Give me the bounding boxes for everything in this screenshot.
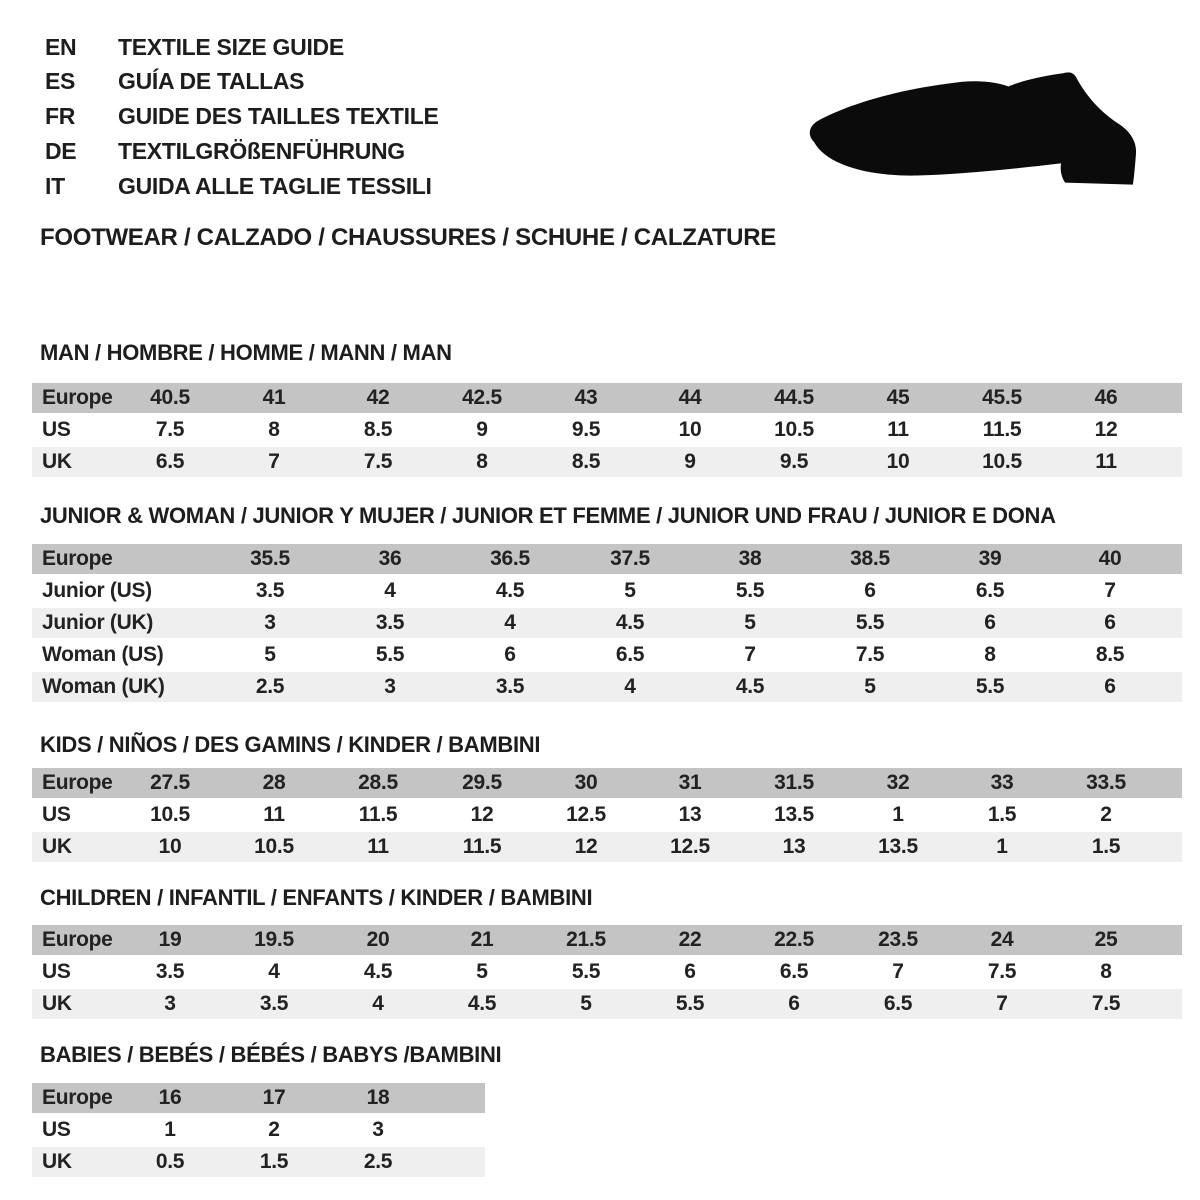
size-cell: 4 xyxy=(384,579,396,602)
size-table xyxy=(32,381,1182,479)
size-cell: 12 xyxy=(534,832,638,862)
size-cell: 40.5 xyxy=(118,383,222,413)
row-label: Junior (US) xyxy=(42,579,152,602)
dress-shoe-icon xyxy=(806,70,1140,194)
size-cell: 3 xyxy=(118,989,222,1019)
size-table-kids xyxy=(32,766,1182,864)
size-table xyxy=(32,542,1182,704)
size-cell: 6.5 xyxy=(846,989,950,1019)
size-cell: 4.5 xyxy=(430,989,534,1019)
size-table xyxy=(32,923,1182,1021)
size-cell: 1.5 xyxy=(987,803,1017,826)
lang-row-en xyxy=(45,34,344,60)
size-cell: 31.5 xyxy=(742,768,846,798)
size-cell: 7.5 xyxy=(855,643,885,666)
size-cell: 10.5 xyxy=(774,418,814,441)
size-cell: 2 xyxy=(268,1118,280,1141)
table-row xyxy=(32,800,1182,830)
size-cell: 31 xyxy=(638,768,742,798)
size-cell: 4 xyxy=(326,989,430,1019)
size-cell: 41 xyxy=(222,383,326,413)
size-cell: 3.5 xyxy=(450,672,570,702)
size-cell: 6.5 xyxy=(975,579,1005,602)
size-cell: 5 xyxy=(690,608,810,638)
size-cell: 4.5 xyxy=(570,608,690,638)
size-cell: 8 xyxy=(984,643,996,666)
size-cell: 5.5 xyxy=(638,989,742,1019)
table-row xyxy=(32,1147,485,1177)
size-cell: 8 xyxy=(430,447,534,477)
table-row xyxy=(32,640,1182,670)
size-cell: 3.5 xyxy=(222,989,326,1019)
filler-cell xyxy=(1158,768,1182,798)
row-label: US xyxy=(42,803,71,826)
size-cell: 28.5 xyxy=(326,768,430,798)
size-cell: 8 xyxy=(1100,960,1112,983)
size-cell: 0.5 xyxy=(118,1147,222,1177)
size-cell: 25 xyxy=(1054,925,1158,955)
section-title-man: MAN / HOMBRE / HOMME / MANN / MAN xyxy=(40,340,452,365)
filler-cell xyxy=(1158,925,1182,955)
size-cell: 7.5 xyxy=(1054,989,1158,1019)
lang-label: TEXTILE SIZE GUIDE xyxy=(118,34,344,60)
size-cell: 8 xyxy=(268,418,280,441)
size-cell: 5.5 xyxy=(375,643,405,666)
size-cell: 7 xyxy=(222,447,326,477)
size-cell: 13.5 xyxy=(846,832,950,862)
size-cell: 33.5 xyxy=(1054,768,1158,798)
size-cell: 43 xyxy=(534,383,638,413)
size-cell: 1.5 xyxy=(1054,832,1158,862)
row-label: UK xyxy=(32,1147,118,1177)
size-cell: 9 xyxy=(638,447,742,477)
filler-cell xyxy=(1170,576,1182,606)
table-row xyxy=(32,447,1182,477)
table-row xyxy=(32,925,1182,955)
size-cell: 32 xyxy=(846,768,950,798)
filler-cell xyxy=(1158,415,1182,445)
size-cell: 3 xyxy=(330,672,450,702)
size-cell: 2 xyxy=(1100,803,1112,826)
lang-row-de xyxy=(45,138,405,164)
size-cell: 11 xyxy=(1054,447,1158,477)
section-title-kids: KIDS / NIÑOS / DES GAMINS / KINDER / BAMBINI xyxy=(40,732,541,757)
size-cell: 6 xyxy=(1050,672,1170,702)
size-cell: 5 xyxy=(534,989,638,1019)
filler-cell xyxy=(1158,832,1182,862)
table-row xyxy=(32,832,1182,862)
table-row xyxy=(32,576,1182,606)
size-cell: 35.5 xyxy=(210,544,330,574)
size-cell: 22.5 xyxy=(742,925,846,955)
row-label: UK xyxy=(32,832,118,862)
size-cell: 6.5 xyxy=(779,960,809,983)
size-cell: 22 xyxy=(638,925,742,955)
size-cell: 5 xyxy=(264,643,276,666)
size-cell: 12 xyxy=(470,803,494,826)
size-cell: 1.5 xyxy=(222,1147,326,1177)
row-label: Europe xyxy=(32,383,118,413)
size-cell: 5 xyxy=(476,960,488,983)
size-table-children xyxy=(32,923,1182,1021)
lang-code: EN xyxy=(45,34,77,60)
size-cell: 11 xyxy=(263,803,285,826)
size-cell: 45 xyxy=(846,383,950,413)
size-cell: 5 xyxy=(810,672,930,702)
lang-row-es xyxy=(45,68,304,94)
size-cell: 5.5 xyxy=(930,672,1050,702)
size-cell: 44.5 xyxy=(742,383,846,413)
size-cell: 4.5 xyxy=(690,672,810,702)
size-table-babies xyxy=(32,1081,485,1179)
size-cell: 10 xyxy=(118,832,222,862)
size-cell: 6.5 xyxy=(118,447,222,477)
section-title-children: CHILDREN / INFANTIL / ENFANTS / KINDER / BAMBINI xyxy=(40,885,593,910)
row-label: US xyxy=(42,418,71,441)
filler-cell xyxy=(1158,447,1182,477)
size-cell: 39 xyxy=(930,544,1050,574)
size-cell: 24 xyxy=(950,925,1054,955)
size-cell: 7.5 xyxy=(987,960,1017,983)
lang-label: GUIDE DES TAILLES TEXTILE xyxy=(118,103,439,129)
table-row xyxy=(32,957,1182,987)
filler-cell xyxy=(1158,383,1182,413)
size-cell: 4 xyxy=(450,608,570,638)
size-cell: 29.5 xyxy=(430,768,534,798)
size-cell: 11.5 xyxy=(358,803,398,826)
size-cell: 8.5 xyxy=(534,447,638,477)
table-row xyxy=(32,383,1182,413)
filler-cell xyxy=(1170,544,1182,574)
size-cell: 19.5 xyxy=(222,925,326,955)
size-cell: 9.5 xyxy=(571,418,601,441)
size-cell: 19 xyxy=(118,925,222,955)
filler-cell xyxy=(1170,640,1182,670)
size-cell: 21 xyxy=(430,925,534,955)
size-cell: 44 xyxy=(638,383,742,413)
table-row xyxy=(32,989,1182,1019)
size-cell: 6 xyxy=(684,960,696,983)
row-label: US xyxy=(42,960,71,983)
table-row xyxy=(32,768,1182,798)
filler-cell xyxy=(1158,800,1182,830)
size-cell: 5.5 xyxy=(571,960,601,983)
size-cell: 11 xyxy=(326,832,430,862)
size-cell: 12 xyxy=(1094,418,1118,441)
size-cell: 21.5 xyxy=(534,925,638,955)
table-row xyxy=(32,1083,485,1113)
size-cell: 4 xyxy=(268,960,280,983)
size-cell: 13.5 xyxy=(774,803,814,826)
size-cell: 8.5 xyxy=(1095,643,1125,666)
row-label: Europe xyxy=(32,925,118,955)
table-row xyxy=(32,415,1182,445)
size-cell: 10.5 xyxy=(950,447,1054,477)
size-cell: 23.5 xyxy=(846,925,950,955)
size-cell: 7 xyxy=(892,960,904,983)
size-cell: 2.5 xyxy=(326,1147,430,1177)
size-cell: 36.5 xyxy=(450,544,570,574)
size-cell: 42.5 xyxy=(430,383,534,413)
lang-label: GUIDA ALLE TAGLIE TESSILI xyxy=(118,173,432,199)
size-cell: 10.5 xyxy=(222,832,326,862)
row-label: Woman (US) xyxy=(42,643,164,666)
row-label: Europe xyxy=(32,544,210,574)
size-cell: 30 xyxy=(534,768,638,798)
size-cell: 4.5 xyxy=(495,579,525,602)
table-row xyxy=(32,672,1182,702)
size-cell: 4 xyxy=(570,672,690,702)
size-cell: 1 xyxy=(164,1118,176,1141)
size-cell: 3.5 xyxy=(255,579,285,602)
size-cell: 28 xyxy=(222,768,326,798)
size-cell: 2.5 xyxy=(210,672,330,702)
size-cell: 11.5 xyxy=(430,832,534,862)
size-cell: 6.5 xyxy=(615,643,645,666)
size-cell: 6 xyxy=(864,579,876,602)
size-cell: 40 xyxy=(1050,544,1170,574)
size-cell: 1 xyxy=(892,803,904,826)
lang-code: ES xyxy=(45,68,76,94)
size-cell: 12.5 xyxy=(566,803,606,826)
size-cell: 5.5 xyxy=(735,579,765,602)
size-cell: 6 xyxy=(1050,608,1170,638)
size-cell: 11.5 xyxy=(982,418,1022,441)
size-cell: 11 xyxy=(887,418,909,441)
filler-cell xyxy=(430,1115,485,1145)
filler-cell xyxy=(1158,989,1182,1019)
size-cell: 20 xyxy=(326,925,430,955)
row-label: Woman (UK) xyxy=(32,672,210,702)
size-cell: 27.5 xyxy=(118,768,222,798)
size-cell: 10 xyxy=(846,447,950,477)
size-cell: 46 xyxy=(1054,383,1158,413)
section-title-junior: JUNIOR & WOMAN / JUNIOR Y MUJER / JUNIOR ET FEMME / JUNIOR UND FRAU / JUNIOR E DONA xyxy=(40,503,1056,528)
lang-label: TEXTILGRÖßENFÜHRUNG xyxy=(118,138,405,164)
filler-cell xyxy=(1170,672,1182,702)
size-cell: 6 xyxy=(504,643,516,666)
size-cell: 7 xyxy=(950,989,1054,1019)
size-cell: 3 xyxy=(210,608,330,638)
size-cell: 33 xyxy=(950,768,1054,798)
size-cell: 38.5 xyxy=(810,544,930,574)
size-cell: 37.5 xyxy=(570,544,690,574)
size-cell: 45.5 xyxy=(950,383,1054,413)
size-cell: 18 xyxy=(326,1083,430,1113)
size-cell: 1 xyxy=(950,832,1054,862)
lang-code: IT xyxy=(45,173,65,199)
size-cell: 5 xyxy=(624,579,636,602)
section-title-babies: BABIES / BEBÉS / BÉBÉS / BABYS /BAMBINI xyxy=(40,1042,502,1067)
category-heading: FOOTWEAR / CALZADO / CHAUSSURES / SCHUHE / CALZATURE xyxy=(40,224,776,251)
table-row xyxy=(32,544,1182,574)
filler-cell xyxy=(430,1147,485,1177)
size-cell: 17 xyxy=(222,1083,326,1113)
lang-label: GUÍA DE TALLAS xyxy=(118,68,305,94)
size-cell: 13 xyxy=(742,832,846,862)
size-cell: 7.5 xyxy=(326,447,430,477)
row-label: UK xyxy=(32,447,118,477)
size-cell: 7 xyxy=(744,643,756,666)
size-cell: 3 xyxy=(372,1118,384,1141)
size-cell: 38 xyxy=(690,544,810,574)
size-cell: 3.5 xyxy=(155,960,185,983)
filler-cell xyxy=(1170,608,1182,638)
filler-cell xyxy=(430,1083,485,1113)
row-label: Europe xyxy=(32,768,118,798)
size-cell: 9 xyxy=(476,418,488,441)
size-cell: 10 xyxy=(678,418,702,441)
size-cell: 13 xyxy=(678,803,702,826)
row-label: Junior (UK) xyxy=(32,608,210,638)
lang-row-fr xyxy=(45,103,439,129)
lang-row-it xyxy=(45,173,432,199)
size-cell: 6 xyxy=(742,989,846,1019)
size-cell: 42 xyxy=(326,383,430,413)
size-cell: 4.5 xyxy=(363,960,393,983)
size-cell: 5.5 xyxy=(810,608,930,638)
size-cell: 9.5 xyxy=(742,447,846,477)
size-table-junior xyxy=(32,542,1182,704)
table-row xyxy=(32,1115,485,1145)
size-table xyxy=(32,766,1182,864)
size-cell: 36 xyxy=(330,544,450,574)
size-cell: 8.5 xyxy=(363,418,393,441)
size-table-man xyxy=(32,381,1182,479)
lang-code: DE xyxy=(45,138,77,164)
size-cell: 12.5 xyxy=(638,832,742,862)
size-cell: 7 xyxy=(1104,579,1116,602)
size-cell: 10.5 xyxy=(150,803,190,826)
row-label: US xyxy=(42,1118,71,1141)
size-cell: 16 xyxy=(118,1083,222,1113)
filler-cell xyxy=(1158,957,1182,987)
lang-code: FR xyxy=(45,103,76,129)
table-row xyxy=(32,608,1182,638)
size-cell: 7.5 xyxy=(155,418,185,441)
row-label: UK xyxy=(32,989,118,1019)
size-cell: 3.5 xyxy=(330,608,450,638)
size-table xyxy=(32,1081,485,1179)
row-label: Europe xyxy=(32,1083,118,1113)
size-cell: 6 xyxy=(930,608,1050,638)
